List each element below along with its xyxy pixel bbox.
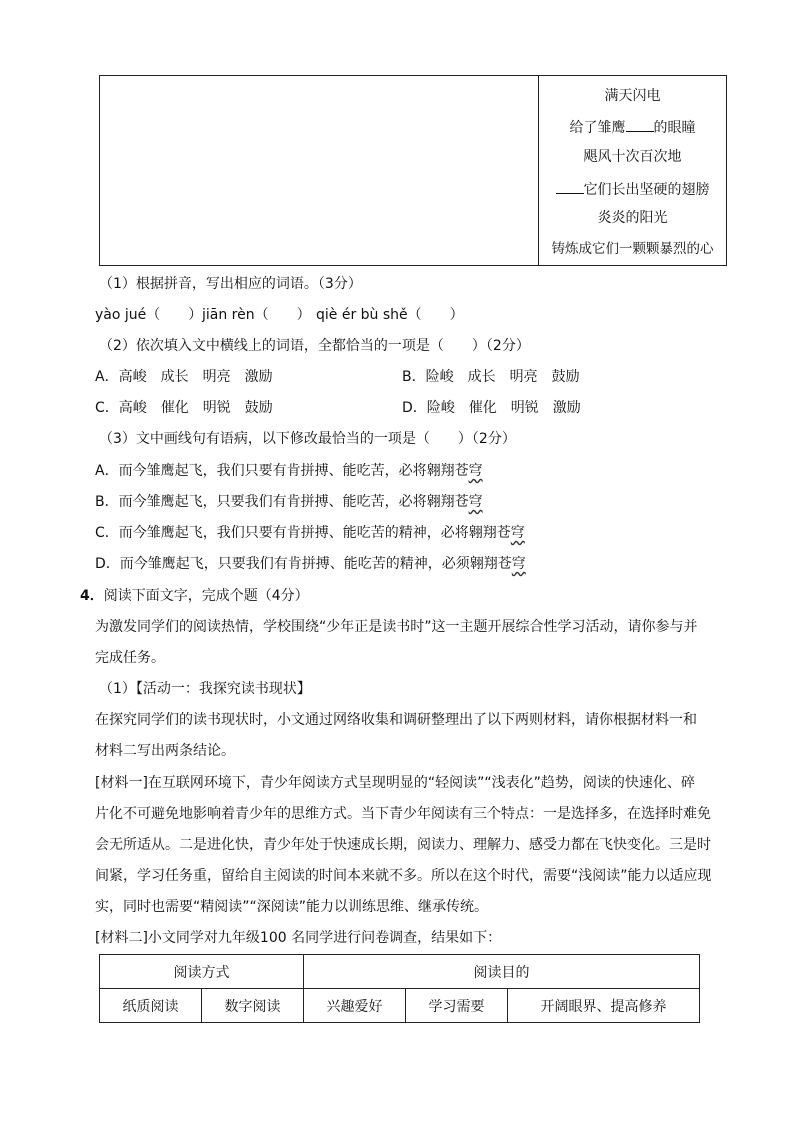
task-line-1: 在探究同学们的读书现状时，小文通过网络收集和调研整理出了以下两则材料，请你根据材料一和 bbox=[95, 712, 697, 728]
q1-prompt: （1）根据拼音，写出相应的词语。（3分） bbox=[99, 276, 362, 292]
subheader-study: 学习需要 bbox=[406, 989, 508, 1023]
q3-option-b[interactable]: B．而今雏鹰起飞，只要我们有肯拼搏、能吃苦，必将翱翔苍穹 bbox=[95, 494, 483, 510]
q2-prompt: （2）依次填入文中横线上的词语，全都恰当的一项是（ ）（2分） bbox=[99, 338, 530, 354]
poem-box bbox=[99, 75, 727, 266]
poem-line-3: 飓风十次百次地 bbox=[583, 149, 682, 165]
poem-line-5: 炎炎的阳光 bbox=[597, 210, 668, 226]
q4-number: 4． bbox=[80, 588, 104, 604]
subheader-paper: 纸质阅读 bbox=[100, 989, 202, 1023]
q2-option-c[interactable]: C．高峻 催化 明锐 鼓励 bbox=[95, 400, 273, 416]
q3-prompt: （3）文中画线句有语病，以下修改最恰当的一项是（ ）（2分） bbox=[99, 431, 516, 447]
q1-pinyin-2: jiān rèn（ ） bbox=[202, 307, 311, 323]
table-header-row bbox=[100, 955, 700, 989]
material2-heading: [材料二]小文同学对九年级100 名同学进行问卷调查，结果如下： bbox=[95, 930, 502, 946]
q1-pinyin-3: qiè ér bù shě（ ） bbox=[316, 307, 464, 323]
activity-heading: （1）【活动一：我探究读书现状】 bbox=[99, 681, 311, 697]
fill-blank-2[interactable] bbox=[556, 179, 584, 194]
table-subheader-row bbox=[100, 989, 700, 1023]
q3-option-d[interactable]: D．而今雏鹰起飞，只要我们有肯拼搏、能吃苦的精神，必须翱翔苍穹 bbox=[95, 556, 526, 572]
header-reading-purpose: 阅读目的 bbox=[304, 955, 700, 989]
q1-pinyin-1: yào jué（ ） bbox=[95, 307, 203, 323]
subheader-interest: 兴趣爱好 bbox=[304, 989, 406, 1023]
material1-line-5: 实，同时也需要“精阅读”“深阅读”能力以训练思维、继承传统。 bbox=[95, 899, 489, 915]
q2-option-d[interactable]: D．险峻 催化 明锐 激励 bbox=[402, 400, 581, 416]
subheader-horizon: 开阔眼界、提高修养 bbox=[508, 989, 700, 1023]
task-line-2: 材料二写出两条结论。 bbox=[95, 743, 235, 759]
q3-option-a[interactable]: A．而今雏鹰起飞，我们只要有肯拼搏、能吃苦，必将翱翔苍穹 bbox=[95, 463, 483, 479]
material1-line-2: 片化不可避免地影响着青少年的思维方式。当下青少年阅读有三个特点：一是选择多，在选择时难免 bbox=[95, 806, 711, 822]
fill-blank-1[interactable] bbox=[626, 117, 654, 132]
q4-intro-line-1: 为激发同学们的阅读热情，学校围绕“少年正是读书时”这一主题开展综合性学习活动，请你参与并 bbox=[95, 619, 698, 635]
q4-title: 阅读下面文字，完成个题（4分） bbox=[103, 588, 309, 604]
subheader-digital: 数字阅读 bbox=[202, 989, 304, 1023]
poem-line-1: 满天闪电 bbox=[604, 88, 661, 104]
poem-lines bbox=[539, 76, 726, 265]
q2-option-a[interactable]: A．高峻 成长 明亮 激励 bbox=[95, 369, 273, 385]
q2-option-b[interactable]: B．险峻 成长 明亮 鼓励 bbox=[402, 369, 580, 385]
poem-line-2: 给了雏鹰 的眼瞳 bbox=[539, 117, 726, 137]
material1-line-1: [材料一]在互联网环境下，青少年阅读方式呈现明显的“轻阅读”“浅表化”趋势，阅读的快速化、碎 bbox=[95, 775, 695, 791]
material1-line-3: 会无所适从。二是进化快，青少年处于快速成长期，阅读力、理解力、感受力都在飞快变化。三是时 bbox=[95, 837, 711, 853]
material1-line-4: 间紧，学习任务重，留给自主阅读的时间本来就不多。所以在这个时代，需要“浅阅读”能力以适应现 bbox=[95, 868, 712, 884]
poem-line-4: 它们长出坚硬的翅膀 bbox=[539, 179, 726, 199]
q4-heading bbox=[80, 587, 309, 605]
poem-line-6: 铸炼成它们一颗颗暴烈的心 bbox=[551, 241, 714, 257]
q3-option-c[interactable]: C．而今雏鹰起飞，我们只要有肯拼搏、能吃苦的精神，必将翱翔苍穹 bbox=[95, 525, 525, 541]
q4-intro-line-2: 完成任务。 bbox=[95, 650, 165, 666]
header-reading-method: 阅读方式 bbox=[100, 955, 304, 989]
survey-table bbox=[99, 954, 700, 1023]
